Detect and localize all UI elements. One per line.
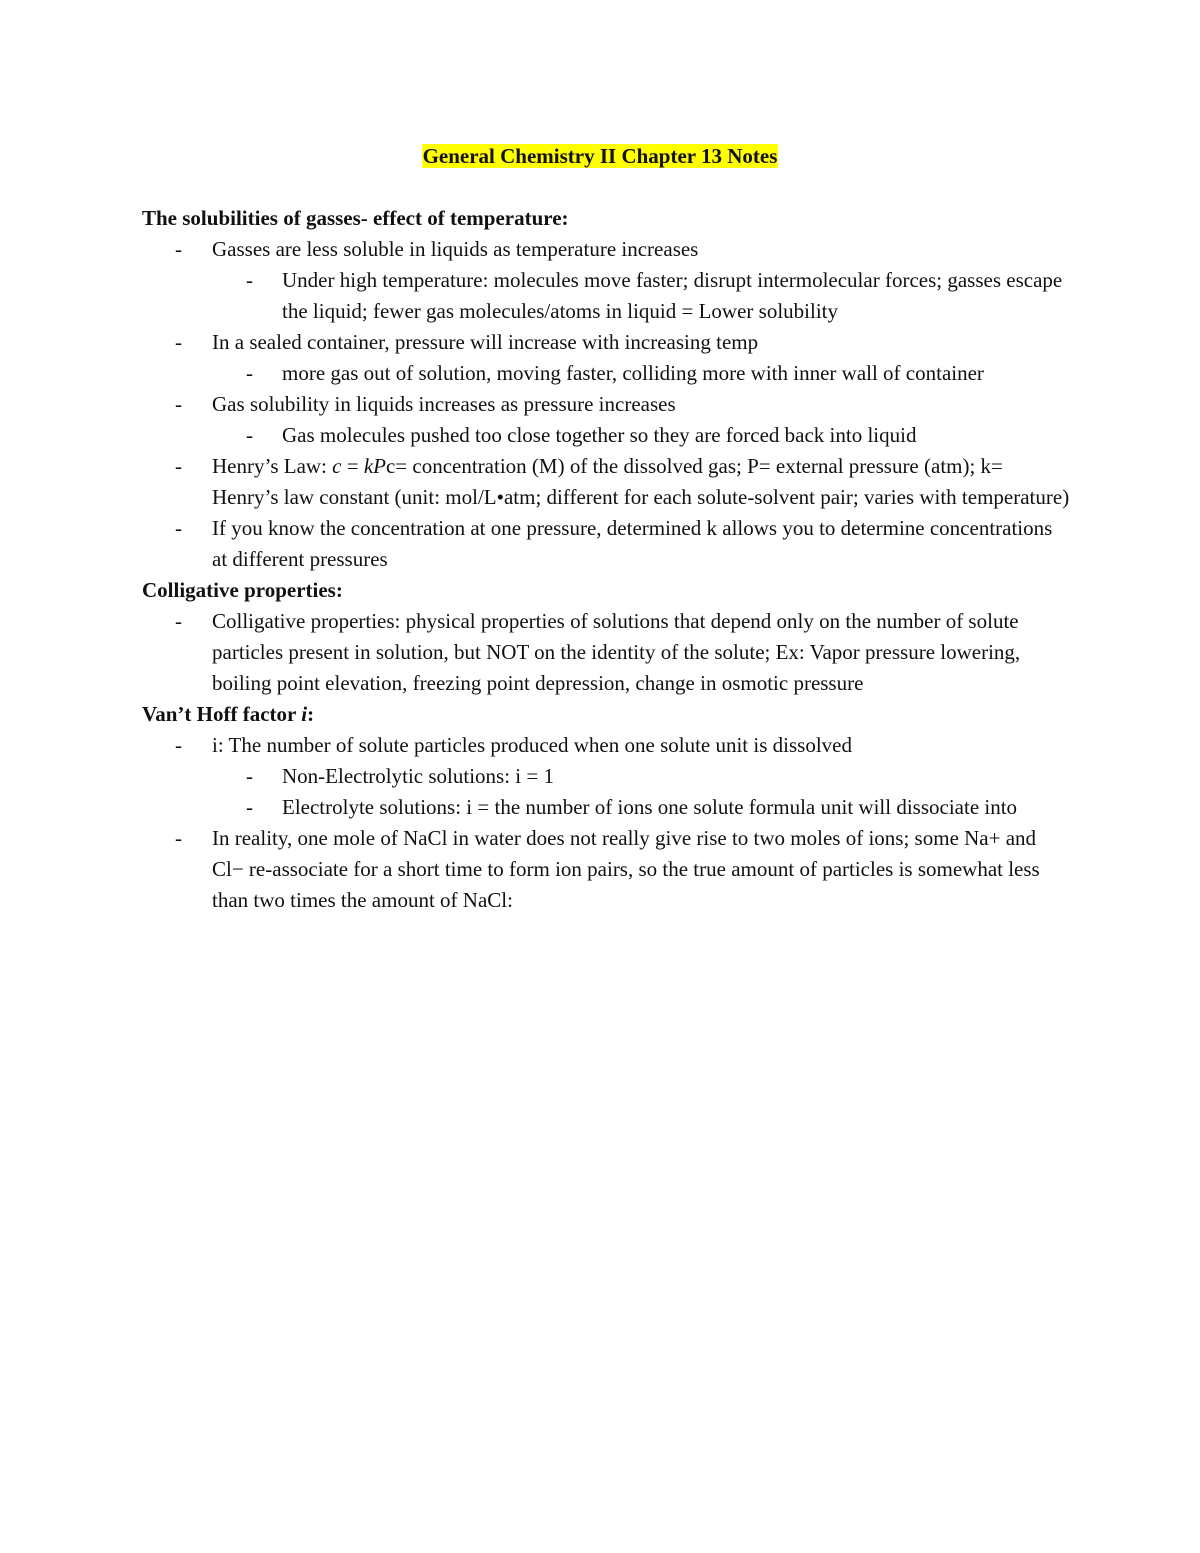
bullet-dash: - [175,454,182,478]
list-item-text: In reality, one mole of NaCl in water does not really give rise to two moles of ions; some Na+ and Cl− re-associate for a short time to form ion pairs, so the true amount of particles is somewhat less than two times the amount of NaCl: [212,826,1040,912]
list-item [142,265,1072,327]
list-item-text: Electrolyte solutions: i = the number of ions one solute formula unit will dissociate into [282,795,1018,819]
list-item-text: more gas out of solution, moving faster, colliding more with inner wall of container [282,361,984,385]
bullet-dash: - [175,516,182,540]
text-run: i [301,702,308,726]
text-run: : [307,702,315,726]
bullet-list [142,234,1072,575]
text-run: c= concentration (M) of the dissolved gas; P= external pressure (atm); k= Henry’s law constant (unit: mol/L•atm; different for each solute-solvent pair; varies with temperature) [212,454,1070,509]
bullet-dash: - [246,423,253,447]
bullet-dash: - [246,795,253,819]
document-title: General Chemistry II Chapter 13 Notes [422,144,778,168]
list-item-text: Non-Electrolytic solutions: i = 1 [282,764,554,788]
list-item [142,761,1072,792]
list-item [142,823,1072,916]
list-item-text [212,454,1069,509]
bullet-dash: - [175,609,182,633]
bullet-dash: - [175,826,182,850]
bullet-dash: - [246,361,253,385]
list-item-text: Gas solubility in liquids increases as pressure increases [212,392,676,416]
title-container [0,141,1200,172]
list-item [142,358,1072,389]
list-item-text: If you know the concentration at one pressure, determined k allows you to determine concentrations at different pressures [212,516,1053,571]
list-item [142,327,1072,358]
list-item-text: i: The number of solute particles produced when one solute unit is dissolved [212,733,852,757]
list-item-text: Gasses are less soluble in liquids as temperature increases [212,237,699,261]
list-item-text: Colligative properties: physical properties of solutions that depend only on the number of solute particles present in solution, but NOT on the identity of the solute; Ex: Vapor pressure lowering, boiling point elevation, freezing point depression, change in osmotic pressure [212,609,1021,695]
list-item-text: In a sealed container, pressure will increase with increasing temp [212,330,759,354]
text-run: Henry’s Law: [212,454,333,478]
section-heading [142,699,1072,730]
bullet-dash: - [175,237,182,261]
text-run: Van’t Hoff factor [142,702,302,726]
section-heading: Colligative properties: [142,578,343,602]
list-item [142,730,1072,761]
bullet-list [142,606,1072,699]
text-run: c [332,454,342,478]
list-item [142,234,1072,265]
list-item [142,451,1072,513]
text-run: = [341,454,364,478]
text-run: kP [363,454,386,478]
bullet-dash: - [175,733,182,757]
list-item [142,420,1072,451]
bullet-dash: - [175,330,182,354]
notes-body [142,203,1072,916]
bullet-dash: - [246,764,253,788]
list-item-text: Under high temperature: molecules move faster; disrupt intermolecular forces; gasses escape the liquid; fewer gas molecules/atoms in liquid = Lower solubility [282,268,1063,323]
list-item [142,606,1072,699]
section-heading: The solubilities of gasses- effect of temperature: [142,206,569,230]
list-item [142,389,1072,420]
bullet-list [142,730,1072,916]
list-item-text: Gas molecules pushed too close together so they are forced back into liquid [282,423,917,447]
bullet-dash: - [175,392,182,416]
bullet-dash: - [246,268,253,292]
list-item [142,792,1072,823]
list-item [142,513,1072,575]
